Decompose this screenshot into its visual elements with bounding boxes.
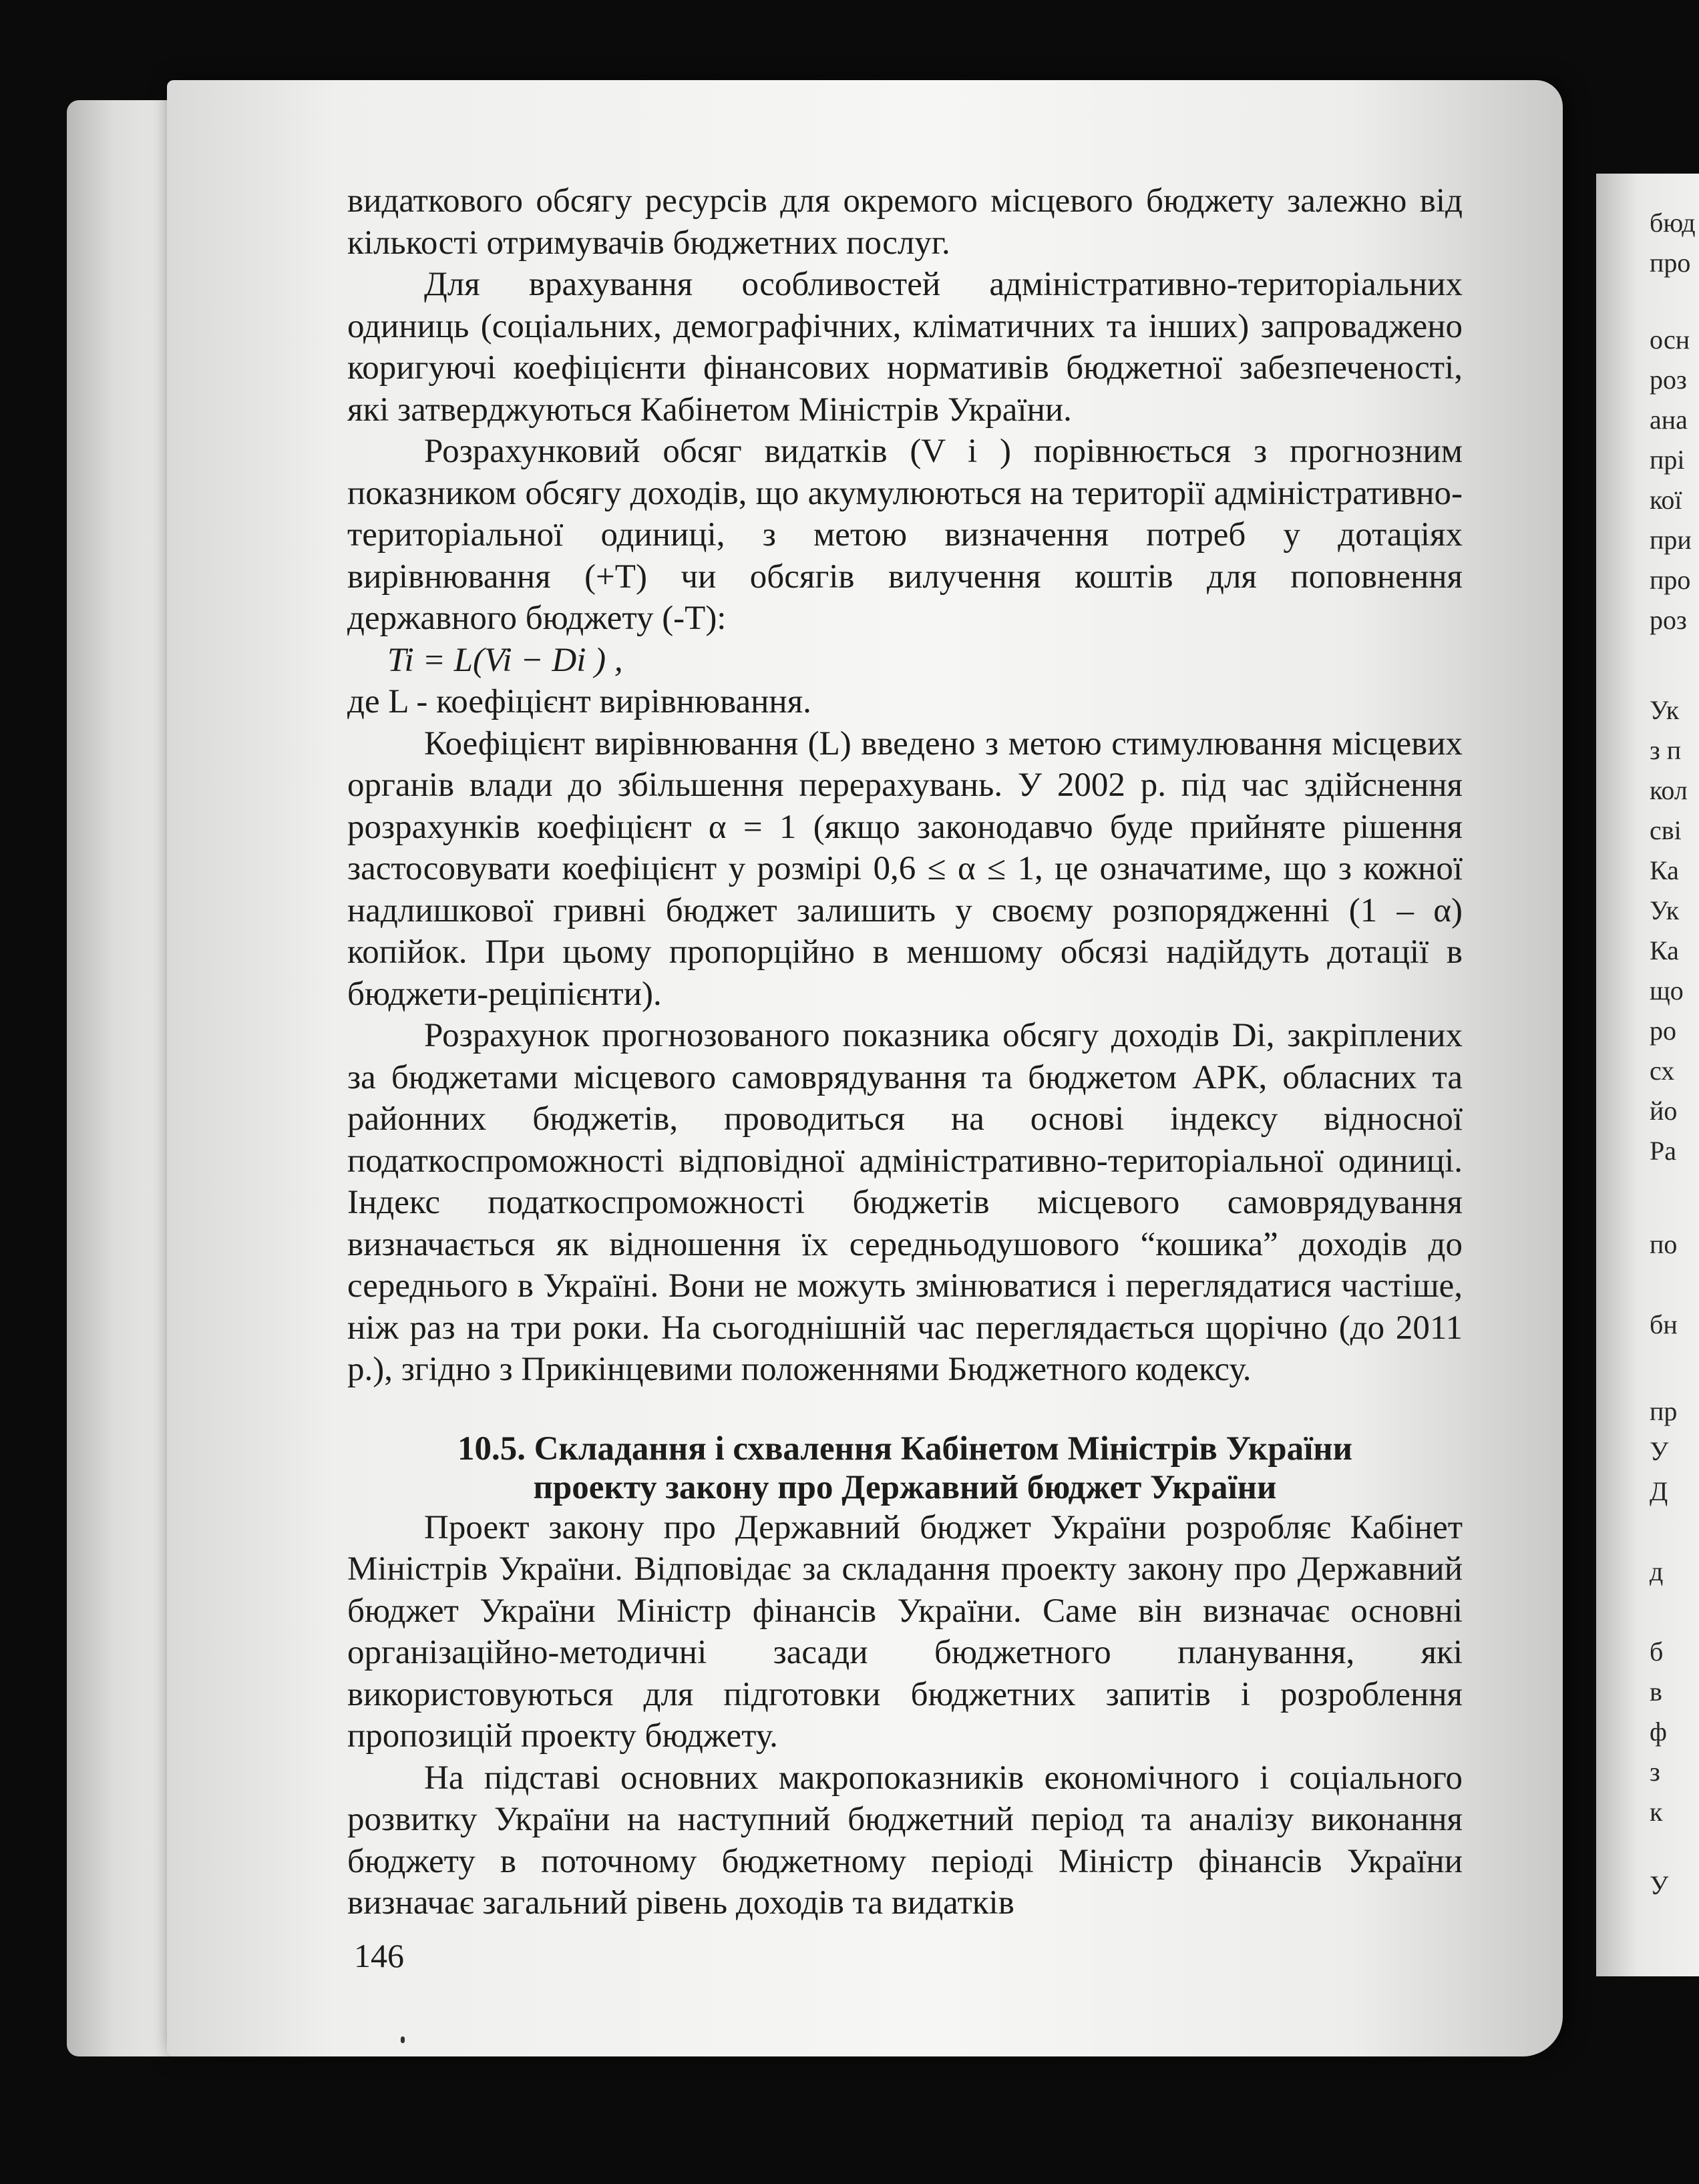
adjacent-text: про: [1650, 248, 1691, 278]
paragraph: Проект закону про Державний бюджет України розробляє Кабінет Міністрів України. Відповідає за складання проекту закону про Державний бюджет України Міністр фінансів України. Саме він визначає основні організаційно-методичні засади бюджетного планування, які використовуються для підготовки бюджетних запитів і розроблення пропозицій проекту бюджету.: [347, 1508, 1463, 1755]
adjacent-text: к: [1650, 1797, 1663, 1827]
adjacent-text: з п: [1650, 735, 1682, 765]
adjacent-text: ро: [1650, 1016, 1676, 1046]
adjacent-page: [1596, 174, 1699, 1976]
adjacent-text: кої: [1650, 485, 1682, 515]
adjacent-text: сх: [1650, 1056, 1675, 1086]
adjacent-text: по: [1650, 1229, 1678, 1259]
section-heading-line: 10.5. Складання і схвалення Кабінетом Міністрів України: [457, 1430, 1353, 1468]
adjacent-text: бюд: [1650, 208, 1696, 238]
paragraph: Розрахунок прогнозованого показника обсягу доходів Di, закріплених за бюджетами місцевого самоврядування та бюджетом АРК, обласних та районних бюджетів, проводиться на основі індексу відносної податкоспроможності відповідної адміністративно-територіальної одиниці. Індекс податкоспроможності бюджетів місцевого самоврядування визначається як відношення їх середньодушового “кошика” доходів до середнього в Україні. Вони не можуть змінюватися і переглядатися частіше, ніж раз на три роки. На сьогоднішній час переглядається щорічно (до 2011 р.), згідно з Прикінцевими положеннями Бюджетного кодексу.: [347, 1017, 1463, 1388]
section-heading-line: проекту закону про Державний бюджет України: [533, 1468, 1277, 1506]
adjacent-text: ана: [1650, 405, 1688, 435]
page-number: 146: [354, 1937, 404, 1974]
equalization-formula: Ti = L(Vi − Di ) ,: [387, 641, 623, 679]
adjacent-text: У: [1650, 1870, 1669, 1900]
paragraph: Коефіцієнт вирівнювання (L) введено з метою стимулювання місцевих органів влади до збільшення перерахувань. У 2002 р. під час здійснення розрахунків коефіцієнт α = 1 (якщо законодавчо буде прийняте рішення застосовувати коефіцієнт у розмірі 0,6 ≤ α ≤ 1, це означатиме, що з кожної надлишкової гривні бюджет залишить у своєму розпорядженні (1 – α) копійок. При цьому пропорційно в меншому обсязі надійдуть дотації в бюджети-реціпієнти).: [347, 724, 1463, 1013]
adjacent-text: прі: [1650, 445, 1685, 475]
adjacent-text: д: [1650, 1556, 1664, 1586]
adjacent-text: ф: [1650, 1717, 1667, 1747]
paragraph: Для врахування особливостей адміністративно-територіальних одиниць (соціальних, демографічних, кліматичних та інших) запроваджено коригуючі коефіцієнти фінансових нормативів бюджетної забезпеченості, які затверджуються Кабінетом Міністрів України.: [347, 266, 1463, 429]
adjacent-text: роз: [1650, 365, 1687, 395]
adjacent-text: бн: [1650, 1309, 1678, 1339]
adjacent-text: б: [1650, 1636, 1664, 1667]
ink-speck: [401, 2036, 405, 2043]
section-heading: [347, 1430, 1463, 1507]
adjacent-text: роз: [1650, 605, 1687, 635]
adjacent-text: Ра: [1650, 1136, 1676, 1166]
adjacent-text: Д: [1650, 1476, 1668, 1506]
adjacent-text: сві: [1650, 815, 1682, 845]
adjacent-text: Ка: [1650, 855, 1679, 885]
adjacent-text: Ук: [1650, 695, 1680, 725]
adjacent-text: Ка: [1650, 935, 1679, 965]
paragraph: На підставі основних макропоказників економічного і соціального розвитку України на наступний бюджетний період та аналізу виконання бюджету в поточному бюджетному періоді Міністр фінансів України визначає загальний рівень доходів та видатків: [347, 1759, 1463, 1922]
paragraph: видаткового обсягу ресурсів для окремого місцевого бюджету залежно від кількості отримувачів бюджетних послуг.: [347, 182, 1463, 262]
adjacent-text: з: [1650, 1757, 1660, 1787]
page-body: [347, 180, 1463, 1924]
adjacent-text: У: [1650, 1436, 1669, 1466]
adjacent-text: при: [1650, 525, 1692, 555]
adjacent-text: осн: [1650, 324, 1690, 355]
adjacent-text: про: [1650, 565, 1691, 595]
adjacent-text: пр: [1650, 1396, 1678, 1426]
adjacent-text: в: [1650, 1677, 1662, 1707]
adjacent-text: кол: [1650, 775, 1688, 805]
paragraph: Розрахунковий обсяг видатків (V i ) порівнюється з прогнозним показником обсягу доходів, що акумулюються на території адміністративно-територіальної одиниці, з метою визначення потреб у дотаціях вирівнювання (+T) чи обсягів вилучення коштів для поповнення державного бюджету (-T):: [347, 433, 1463, 637]
adjacent-text: що: [1650, 975, 1684, 1006]
adjacent-text: йо: [1650, 1096, 1678, 1126]
adjacent-text: Ук: [1650, 895, 1680, 925]
formula-note: де L - коефіцієнт вирівнювання.: [347, 683, 811, 720]
